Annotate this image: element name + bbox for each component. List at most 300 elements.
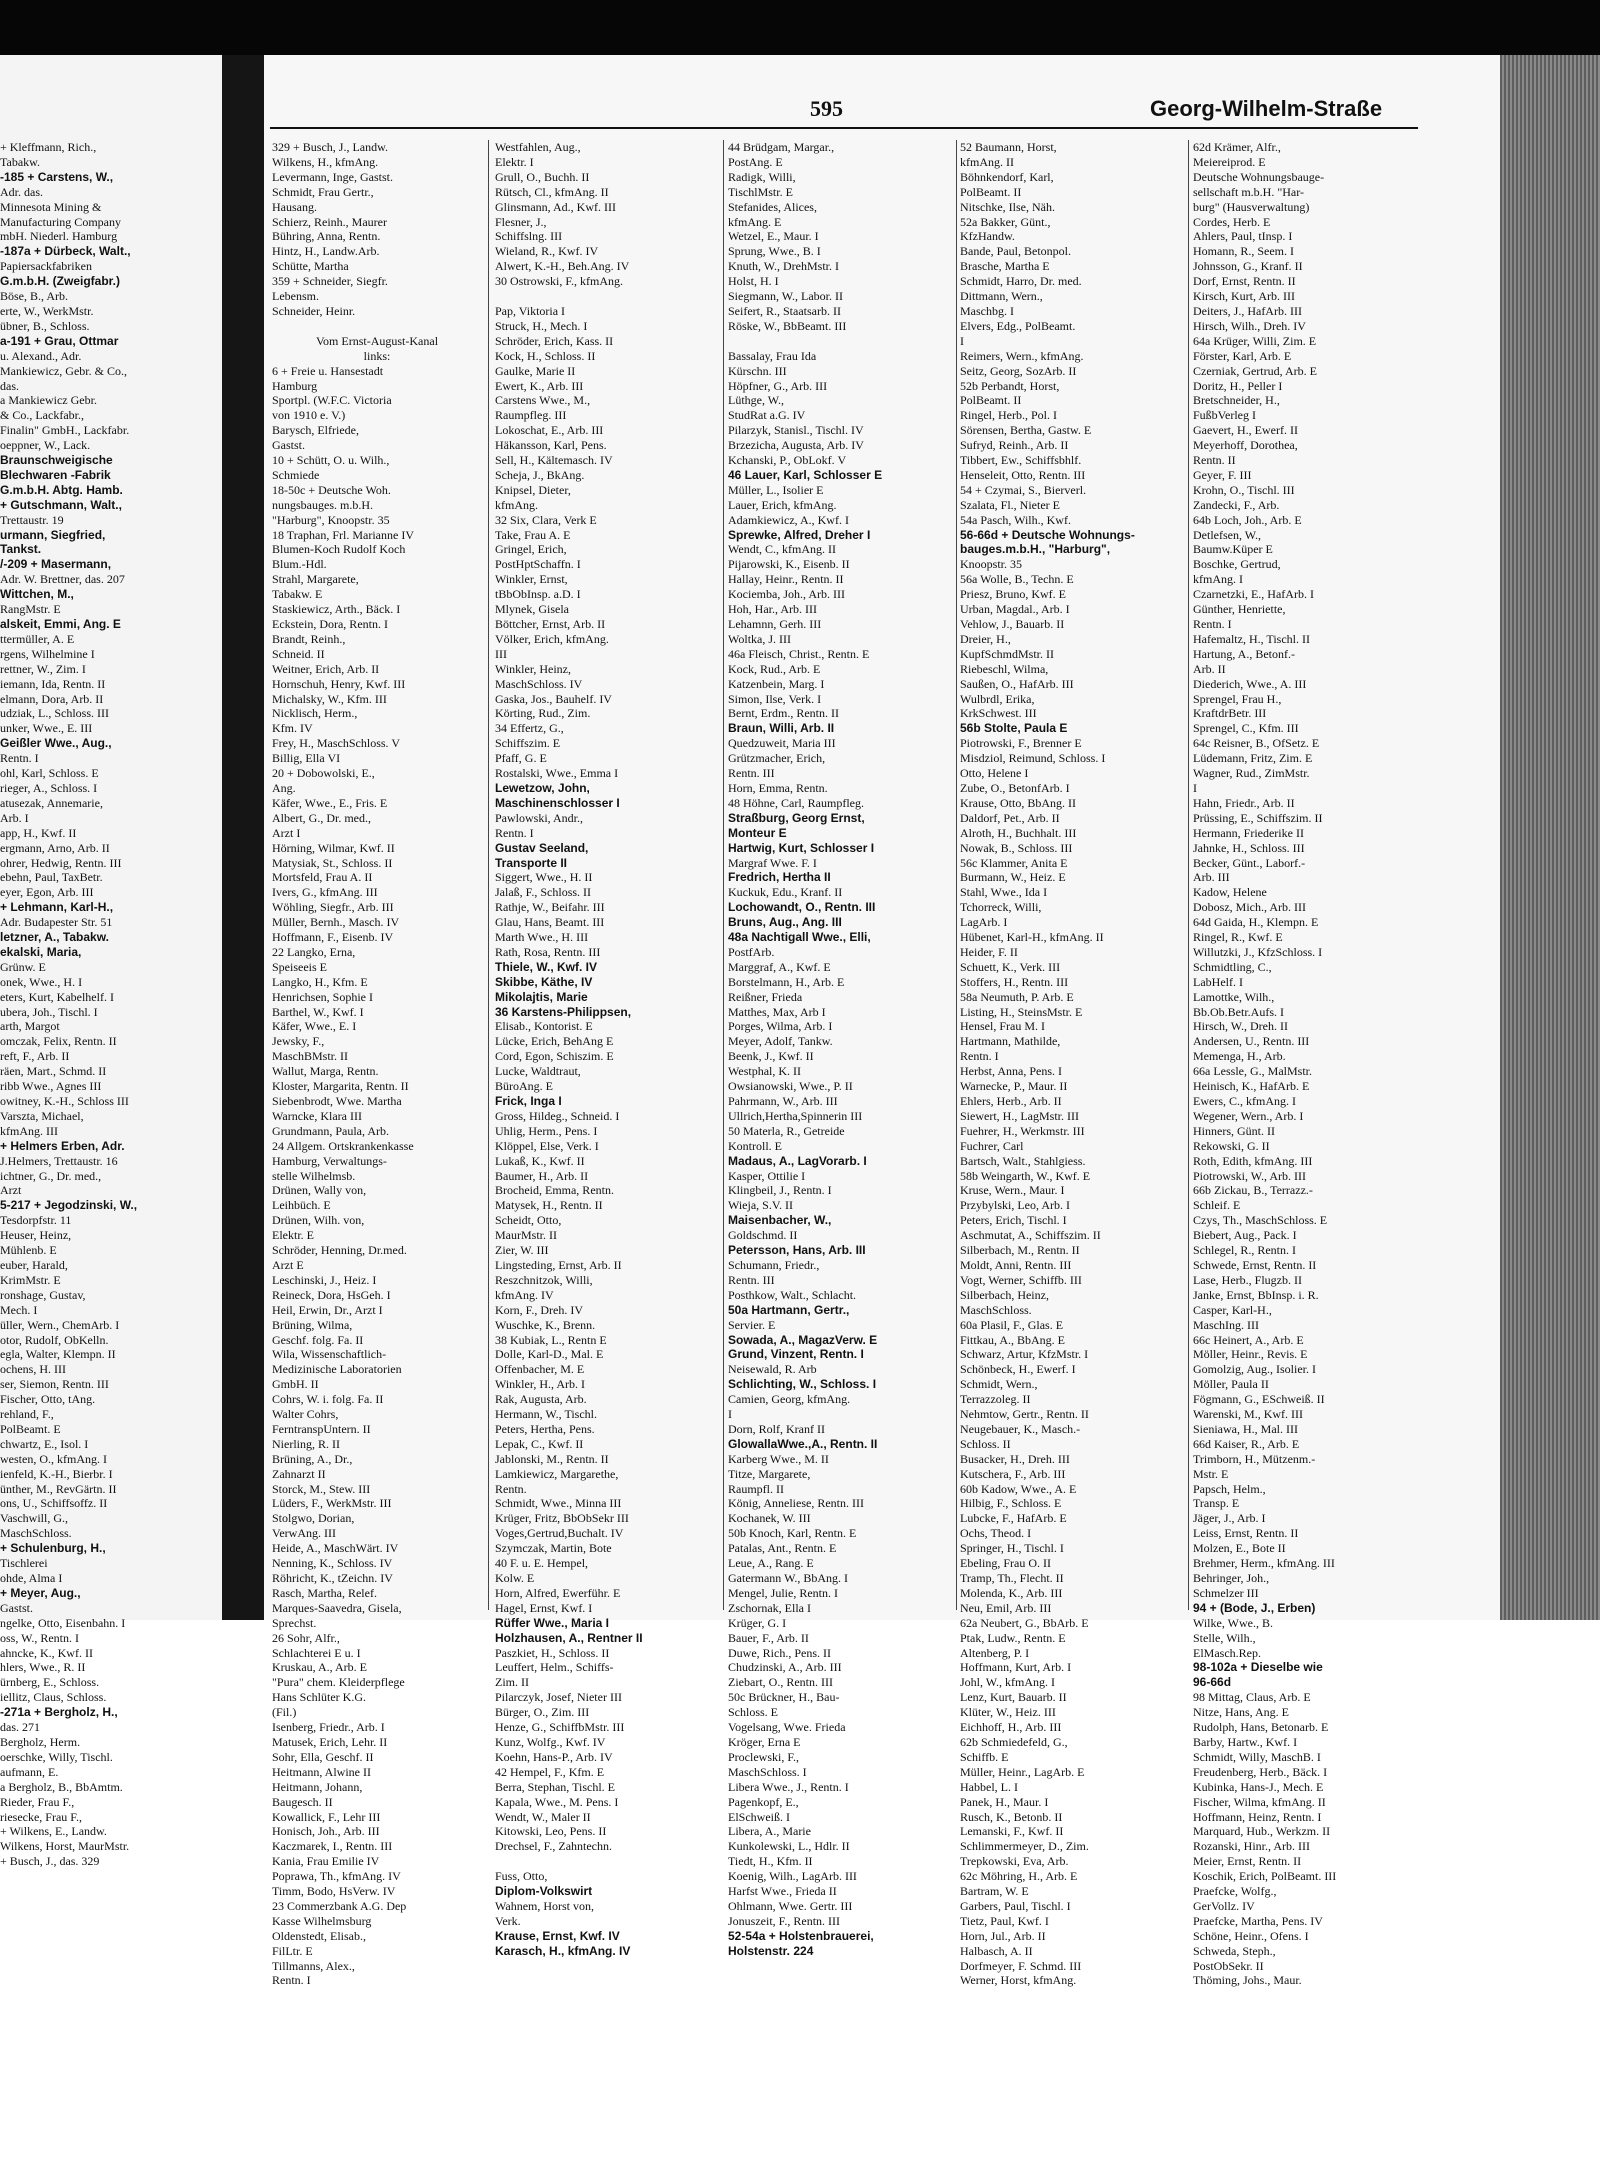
directory-entry-line: Meiereiprod. E (1193, 154, 1266, 169)
directory-entry-line: ser, Siemon, Rentn. III (0, 1377, 109, 1392)
directory-entry-line: Hirsch, W., Dreh. II (1193, 1019, 1288, 1034)
directory-entry-line: rettner, W., Zim. I (0, 661, 86, 676)
directory-entry-line: 98-102a + Dieselbe wie (1193, 1660, 1323, 1675)
directory-entry-line: Schönbeck, H., Ewerf. I (960, 1362, 1076, 1377)
directory-entry-line: Rentn. I (272, 1973, 311, 1988)
directory-entry-line: Lingsteding, Ernst, Arb. II (495, 1257, 622, 1272)
directory-entry-line: Krause, Ernst, Kwf. IV (495, 1928, 620, 1943)
directory-entry-line: Raumpfleg. III (495, 408, 567, 423)
directory-entry-line: Koenig, Wilh., LagArb. III (728, 1869, 857, 1884)
directory-entry-line: Carstens Wwe., M., (495, 393, 591, 408)
directory-entry-line: Rüffer Wwe., Maria I (495, 1615, 610, 1630)
directory-entry-line: Nitze, Hans, Ang. E (1193, 1705, 1289, 1720)
directory-entry-line: Sufryd, Reinh., Arb. II (960, 438, 1069, 453)
directory-entry-line: GmbH. II (272, 1377, 319, 1392)
directory-entry-line (495, 1854, 720, 1869)
directory-entry-line: Gastst. (272, 438, 305, 453)
directory-entry-line: Schmidt, Frau Gertr., (272, 184, 374, 199)
directory-entry-line: Pijarowski, K., Eisenb. II (728, 557, 850, 572)
directory-entry-line: Kürschn. III (728, 363, 787, 378)
directory-entry-line: ekalski, Maria, (0, 944, 82, 959)
directory-entry-line: Woltka, J. III (728, 631, 792, 646)
directory-entry-line: Kowallick, F., Lehr III (272, 1809, 381, 1824)
directory-entry-line: Fuss, Otto, (495, 1869, 548, 1884)
directory-entry-line: Riebeschl, Wilma, (960, 661, 1049, 676)
directory-entry-line: Ziebart, O., Rentn. III (728, 1675, 833, 1690)
directory-entry-line: Holzhausen, A., Rentner II (495, 1630, 643, 1645)
directory-entry-line: ElSchweiß. I (728, 1809, 790, 1824)
directory-entry-line: Marquard, Hub., Werkzm. II (1193, 1824, 1331, 1839)
directory-entry-line: PolBeamt. II (960, 184, 1022, 199)
directory-entry-line: Schmelzer III (1193, 1585, 1259, 1600)
directory-entry-line: Matthes, Max, Arb I (728, 1004, 826, 1019)
directory-entry-line: Pilarczyk, Josef, Nieter III (495, 1690, 622, 1705)
directory-entry-line: Bartram, W. E (960, 1884, 1029, 1899)
directory-entry-line: Libera Wwe., J., Rentn. I (728, 1779, 849, 1794)
directory-entry-line: Papiersackfabriken (0, 259, 92, 274)
directory-entry-line: + Kleffmann, Rich., (0, 140, 97, 154)
directory-entry-line: Ochs, Theod. I (960, 1526, 1032, 1541)
directory-entry-line: Tankst. (0, 542, 42, 557)
directory-entry-line: Ewers, C., kfmAng. I (1193, 1094, 1296, 1108)
directory-entry-line: Siegmann, W., Labor. II (728, 289, 843, 304)
directory-entry-line: Verk. (495, 1913, 521, 1928)
directory-entry-line: 18 Traphan, Frl. Marianne IV (272, 527, 414, 542)
directory-entry-line: Knuth, W., DrehMstr. I (728, 259, 839, 274)
directory-entry-line: Grund, Vinzent, Rentn. I (728, 1347, 864, 1362)
directory-entry-line: Silberbach, Heinz, (960, 1287, 1049, 1302)
directory-entry-line: Schierz, Reinh., Maurer (272, 214, 387, 229)
directory-entry-line: Detlefsen, W., (1193, 527, 1261, 542)
directory-entry-line: Wetzel, E., Maur. I (728, 229, 819, 244)
directory-entry-line: Tietz, Paul, Kwf. I (960, 1913, 1049, 1928)
directory-entry-line: Kolw. E (495, 1571, 535, 1585)
directory-entry-line: Tesdorpfstr. 11 (0, 1213, 72, 1228)
directory-entry-line: Ewert, K., Arb. III (495, 378, 584, 393)
directory-entry-line: Schumann, Friedr., (728, 1257, 820, 1272)
directory-entry-line: Beenk, J., Kwf. II (728, 1049, 814, 1064)
directory-entry-line: Heitmann, Alwine II (272, 1764, 371, 1779)
directory-entry-line: Schröder, Erich, Kass. II (495, 333, 614, 348)
directory-entry-line: Kaczmarek, I., Rentn. III (272, 1839, 393, 1854)
directory-entry-line: 46 Lauer, Karl, Schlosser E (728, 467, 883, 482)
directory-entry-line: Schmidt, Wwe., Minna III (495, 1496, 622, 1511)
directory-entry-line: Tabakw. E (272, 587, 323, 602)
directory-entry-line: oeppner, W., Lack. (0, 438, 91, 453)
directory-entry-line: + Meyer, Aug., (0, 1585, 81, 1600)
book-gutter (222, 55, 264, 1620)
directory-entry-line: Kirsch, Kurt, Arb. III (1193, 289, 1295, 304)
directory-entry-line: ubera, Joh., Tischl. I (0, 1004, 98, 1019)
directory-entry-line: Heuser, Heinz, (0, 1228, 72, 1243)
directory-entry-line: Pahrmann, W., Arb. III (728, 1094, 838, 1108)
directory-entry-line: Radigk, Willi, (728, 169, 796, 184)
directory-entry-line: Marggraf, A., Kwf. E (728, 959, 831, 974)
directory-entry-line: rieger, A., Schloss. I (0, 780, 98, 795)
directory-entry-line: Heil, Erwin, Dr., Arzt I (272, 1302, 383, 1317)
directory-entry-line: Wittchen, M., (0, 587, 74, 602)
directory-entry-line: Altenberg, P. I (960, 1645, 1030, 1660)
directory-entry-line: Adamkiewicz, A., Kwf. I (728, 512, 849, 527)
directory-entry-line: Albert, G., Dr. med., (272, 810, 371, 825)
directory-column-3 (728, 140, 953, 1958)
directory-entry-line: Barby, Hartw., Kwf. I (1193, 1734, 1298, 1749)
directory-entry-line: PolBeamt. II (960, 393, 1022, 408)
directory-entry-line: Poprawa, Th., kfmAng. IV (272, 1869, 401, 1884)
directory-entry-line: Henrichsen, Sophie I (272, 989, 373, 1004)
directory-entry-line: Reißner, Frieda (728, 989, 803, 1004)
directory-entry-line: Minnesota Mining & (0, 199, 102, 214)
directory-entry-line: das. 271 (0, 1720, 40, 1735)
directory-entry-line: Arzt (0, 1183, 22, 1198)
directory-entry-line: Dobosz, Mich., Arb. III (1193, 900, 1306, 915)
directory-entry-line: Winkler, H., Arb. I (495, 1377, 586, 1392)
directory-entry-line: Hirsch, Wilh., Dreh. IV (1193, 318, 1306, 333)
directory-entry-line: Hamburg, Verwaltungs- (272, 1153, 387, 1168)
directory-entry-line: Meier, Ernst, Rentn. II (1193, 1854, 1302, 1869)
directory-entry-line: Daldorf, Pet., Arb. II (960, 810, 1060, 825)
directory-entry-line: Fischer, Wilma, kfmAng. II (1193, 1794, 1326, 1809)
directory-entry-line: Drünen, Wally von, (272, 1183, 367, 1198)
directory-entry-line: Lokoschat, E., Arb. III (495, 423, 604, 438)
directory-entry-line: 56c Klammer, Anita E (960, 855, 1068, 870)
directory-column-4 (960, 140, 1185, 1988)
directory-entry-line: Ahlers, Paul, tInsp. I (1193, 229, 1293, 244)
directory-entry-line: Nierling, R. II (272, 1436, 340, 1451)
directory-entry-line: Peters, Hertha, Pens. (495, 1421, 595, 1436)
directory-entry-line: PostAng. E (728, 154, 783, 169)
page-number: 595 (810, 96, 843, 121)
directory-entry-line: 64d Gaida, H., Klempn. E (1193, 915, 1319, 930)
directory-entry-line: FerntranspUntern. II (272, 1421, 371, 1436)
directory-entry-line: Möller, Heinr., Revis. E (1193, 1347, 1308, 1362)
column-rule (1188, 140, 1189, 1610)
directory-entry-line: Stahl, Wwe., Ida I (960, 885, 1048, 900)
directory-entry-line: Meyer, Adolf, Tankw. (728, 1034, 833, 1049)
directory-entry-line: Kuckuk, Edu., Kranf. II (728, 885, 843, 900)
directory-entry-line: von 1910 e. V.) (272, 408, 346, 423)
directory-entry-line: Finalin" GmbH., Lackfabr. (0, 423, 130, 438)
directory-entry-line: Bassalay, Frau Ida (728, 348, 817, 363)
directory-entry-line: ürnberg, E., Schloss. (0, 1675, 100, 1690)
directory-entry-line: Wieja, S.V. II (728, 1198, 793, 1213)
directory-entry-line: Wulbrdl, Erika, (960, 691, 1035, 706)
directory-entry-line: Rentn. III (728, 766, 775, 781)
directory-entry-line: Warncke, Klara III (272, 1108, 362, 1123)
directory-entry-line: 24 Allgem. Ortskrankenkasse (272, 1138, 414, 1153)
directory-entry-line: Koschik, Erich, PolBeamt. III (1193, 1869, 1337, 1884)
directory-entry-line: 62b Schmiedefeld, G., (960, 1734, 1068, 1749)
running-head-street-name: Georg-Wilhelm-Straße (1150, 96, 1383, 121)
directory-entry-line: Take, Frau A. E (495, 527, 571, 542)
directory-entry-line: Otto, Helene I (960, 766, 1029, 781)
directory-entry-line: Gatermann W., BbAng. I (728, 1571, 848, 1585)
directory-entry-line: Hallay, Heinr., Rentn. II (728, 572, 844, 587)
directory-entry-line: Nicklisch, Herm., (272, 706, 358, 721)
directory-entry-line: Leue, A., Rang. E (728, 1556, 814, 1571)
directory-entry-line: Häkansson, Karl, Pens. (495, 438, 607, 453)
directory-entry-line: Brehmer, Herm., kfmAng. III (1193, 1556, 1335, 1571)
directory-entry-line: Habbel, L. I (960, 1779, 1018, 1794)
directory-entry-line: Pagenkopf, E., (728, 1794, 799, 1809)
directory-entry-line: Hahn, Friedr., Arb. II (1193, 795, 1295, 810)
directory-entry-line: mbH. Niederl. Hamburg (0, 229, 118, 244)
directory-entry-line: Struck, H., Mech. I (495, 318, 588, 333)
directory-entry-line: Jewsky, F., (272, 1034, 325, 1049)
directory-entry-line: Kloster, Margarita, Rentn. II (272, 1079, 409, 1094)
directory-entry-line: Aschmutat, A., Schiffszim. II (960, 1228, 1101, 1243)
directory-entry-line: Arzt I (272, 825, 301, 840)
directory-entry-line: Memenga, H., Arb. (1193, 1049, 1286, 1064)
directory-entry-line: Horn, Emma, Rentn. (728, 780, 828, 795)
directory-entry-line: Barthel, W., Kwf. I (272, 1004, 364, 1019)
directory-entry-line: Freudenberg, Herb., Bäck. I (1193, 1764, 1328, 1779)
directory-entry-line: ochens, H. III (0, 1362, 66, 1377)
directory-entry-line: Deutsche Wohnungsbauge- (1193, 169, 1325, 184)
directory-entry-line: Uhlig, Herm., Pens. I (495, 1123, 598, 1138)
directory-entry-line: ElMasch.Rep. (1193, 1645, 1261, 1660)
directory-entry-line: Ehlers, Herb., Arb. II (960, 1094, 1062, 1108)
directory-entry-line: Gross, Hildeg., Schneid. I (495, 1108, 620, 1123)
directory-entry-line: 62a Neubert, G., BbArb. E (960, 1615, 1089, 1630)
directory-entry-line: Böse, B., Arb. (0, 289, 69, 304)
directory-entry-line: Listing, H., SteinsMstr. E (960, 1004, 1083, 1019)
directory-entry-line: Lüdemann, Fritz, Zim. E (1193, 751, 1313, 766)
directory-entry-line: Ringel, Herb., Pol. I (960, 408, 1057, 423)
directory-entry-line: Quedzuweit, Maria III (728, 736, 836, 751)
directory-entry-line: 60a Plasil, F., Glas. E (960, 1317, 1064, 1332)
directory-entry-line: J.Helmers, Trettaustr. 16 (0, 1153, 118, 1168)
directory-entry-line: Hermann, Friederike II (1193, 825, 1304, 840)
directory-entry-line: Schwede, Ernst, Rentn. II (1193, 1257, 1317, 1272)
directory-entry-line: Rekowski, G. II (1193, 1138, 1270, 1153)
directory-entry-line: Mstr. E (1193, 1466, 1229, 1481)
directory-entry-line: Pilarzyk, Stanisl., Tischl. IV (728, 423, 864, 438)
directory-entry-line: KraftdrBetr. III (1193, 706, 1267, 721)
directory-entry-line: Hoffmann, F., Eisenb. IV (272, 930, 394, 945)
directory-entry-line: eters, Kurt, Kabelhelf. I (0, 989, 114, 1004)
directory-entry-line: Hensel, Frau M. I (960, 1019, 1045, 1034)
directory-entry-line: Hornschuh, Henry, Kwf. III (272, 676, 406, 691)
directory-entry-line: Leschinski, J., Heiz. I (272, 1272, 377, 1287)
directory-entry-line: Heide, A., MaschWärt. IV (272, 1541, 399, 1556)
directory-entry-line: Bruns, Aug., Ang. III (728, 915, 842, 930)
directory-entry-line: räen, Mart., Schmd. II (0, 1064, 107, 1079)
directory-entry-line: Homann, R., Seem. I (1193, 244, 1294, 259)
directory-entry-line: Fuchrer, Carl (960, 1138, 1024, 1153)
directory-entry-line: Zandecki, F., Arb. (1193, 497, 1280, 512)
column-rule (723, 140, 724, 1610)
directory-entry-line: Lepak, C., Kwf. II (495, 1436, 584, 1451)
directory-entry-line: Heinisch, K., HafArb. E (1193, 1079, 1310, 1094)
directory-entry-line: Schütte, Martha (272, 259, 349, 274)
directory-entry-line: Fischer, Otto, tAng. (0, 1392, 96, 1407)
directory-column-1 (272, 140, 482, 1988)
directory-entry-line: Wuschke, K., Brenn. (495, 1317, 596, 1332)
directory-entry-line: Wendt, W., Maler II (495, 1809, 591, 1824)
directory-entry-line: Dreier, H., (960, 631, 1011, 646)
directory-entry-line: Jäger, J., Arb. I (1193, 1511, 1266, 1526)
directory-entry-line: Sprung, Wwe., B. I (728, 244, 821, 259)
directory-entry-line: Chudzinski, A., Arb. III (728, 1660, 842, 1675)
directory-entry-line: 94 + (Bode, J., Erben) (1193, 1600, 1316, 1615)
directory-entry-line: 64a Krüger, Willi, Zim. E (1193, 333, 1317, 348)
directory-entry-line: 23 Commerzbank A.G. Dep (272, 1898, 407, 1913)
directory-entry-line: 6 + Freie u. Hansestadt (272, 363, 384, 378)
directory-entry-line: Mengel, Julie, Rentn. I (728, 1585, 838, 1600)
directory-entry-line: Baumer, H., Arb. II (495, 1168, 589, 1183)
directory-entry-line: Kapala, Wwe., M. Pens. I (495, 1794, 619, 1809)
directory-entry-line: Schneider, Heinr. (272, 303, 356, 318)
directory-entry-line: Langko, H., Kfm. E (272, 974, 368, 989)
directory-entry-line: Speiseeis E (272, 959, 327, 974)
directory-entry-line: übner, B., Schloss. (0, 318, 90, 333)
directory-entry-line: Petersson, Hans, Arb. III (728, 1243, 866, 1258)
directory-entry-line: Henseleit, Otto, Rentn. III (960, 467, 1086, 482)
directory-entry-line: Schloss. E (728, 1705, 779, 1720)
directory-entry-line: Ringel, R., Kwf. E (1193, 930, 1283, 945)
directory-entry-line: 26 Sohr, Alfr., (272, 1630, 340, 1645)
directory-entry-line: Knipsel, Dieter, (495, 482, 571, 497)
directory-entry-line: Schöne, Heinr., Ofens. I (1193, 1928, 1309, 1943)
directory-entry-line: ienfeld, K.-H., Bierbr. I (0, 1466, 113, 1481)
directory-entry-line: Arb. III (1193, 870, 1230, 885)
directory-entry-line: kfmAng. (495, 497, 538, 512)
directory-entry-line: 42 Hempel, F., Kfm. E (495, 1764, 605, 1779)
directory-entry-line: Biebert, Aug., Pack. I (1193, 1228, 1297, 1243)
directory-entry-line: Lukaß, K., Kwf. II (495, 1153, 585, 1168)
directory-entry-line: Hoffmann, Kurt, Arb. I (960, 1660, 1072, 1675)
directory-entry-line: PostHptSchaffn. I (495, 557, 581, 572)
directory-entry-line: Medizinische Laboratorien (272, 1362, 402, 1377)
directory-entry-line: 30 Ostrowski, F., kfmAng. (495, 274, 624, 289)
directory-entry-line: + Wilkens, E., Landw. (0, 1824, 107, 1839)
directory-entry-line: Czerniak, Gertrud, Arb. E (1193, 363, 1317, 378)
directory-entry-line: Hintz, H., Landw.Arb. (272, 244, 380, 259)
directory-entry-line: Seifert, R., Staatsarb. II (728, 303, 841, 318)
directory-entry-line: bauges.m.b.H., "Harburg", (960, 542, 1111, 557)
directory-entry-line: Titze, Margarete, (728, 1466, 811, 1481)
directory-entry-line: Matusek, Erich, Lehr. II (272, 1734, 388, 1749)
directory-entry-line: Przybylski, Leo, Arb. I (960, 1198, 1070, 1213)
directory-entry-line: kfmAng. E (728, 214, 782, 229)
directory-entry-line: Saußen, O., HafArb. III (960, 676, 1074, 691)
directory-entry-line: Springer, H., Tischl. I (960, 1541, 1064, 1556)
directory-entry-line: Meyerhoff, Dorothea, (1193, 438, 1298, 453)
directory-entry-line: Silberbach, M., Rentn. II (960, 1243, 1080, 1258)
directory-entry-line: urmann, Siegfried, (0, 527, 106, 542)
directory-entry-line: Holst, H. I (728, 274, 779, 289)
directory-entry-line: Nitschke, Ilse, Näh. (960, 199, 1055, 214)
directory-entry-line: Bürger, O., Zim. III (495, 1705, 590, 1720)
directory-entry-line: Transporte II (495, 855, 568, 870)
directory-entry-line: Fredrich, Hertha II (728, 870, 831, 885)
directory-entry-line: Pap, Viktoria I (495, 303, 566, 318)
directory-entry-line: Burmann, W., Heiz. E (960, 870, 1066, 885)
directory-entry-line: 64b Loch, Joh., Arb. E (1193, 512, 1302, 527)
directory-entry-line: + Schulenburg, H., (0, 1541, 106, 1556)
directory-entry-line: Glau, Hans, Beamt. III (495, 915, 605, 930)
book-top-edge (0, 0, 1600, 60)
directory-entry-line: Zschornak, Ella I (728, 1600, 811, 1615)
directory-entry-line: iemann, Ida, Rentn. II (0, 676, 106, 691)
directory-entry-line: Kociemba, Joh., Arb. III (728, 587, 845, 602)
directory-entry-line: oss, W., Rentn. I (0, 1630, 80, 1645)
directory-entry-line: Bb.Ob.Betr.Aufs. I (1193, 1004, 1284, 1019)
directory-entry-line: Schmidt, Harro, Dr. med. (960, 274, 1082, 289)
directory-entry-line: app, H., Kwf. II (0, 825, 77, 840)
directory-entry-line: Hagel, Ernst, Kwf. I (495, 1600, 593, 1615)
directory-entry-line: Frey, H., MaschSchloss. V (272, 736, 400, 751)
directory-entry-line: Peters, Erich, Tischl. I (960, 1213, 1067, 1228)
directory-entry-line: Kunz, Wolfg., Kwf. IV (495, 1734, 606, 1749)
directory-entry-line: 58a Neumuth, P. Arb. E (960, 989, 1074, 1004)
directory-entry-line: Braun, Willi, Arb. II (728, 721, 835, 736)
directory-entry-line: Voges,Gertrud,Buchalt. IV (495, 1526, 624, 1541)
directory-entry-line: Vom Ernst-August-Kanal (315, 333, 439, 348)
directory-entry-line: KrkSchwest. III (960, 706, 1037, 721)
directory-entry-line: Wegener, Wern., Arb. I (1193, 1108, 1304, 1123)
directory-entry-line: Schmidt, Willy, MaschB. I (1193, 1749, 1321, 1764)
directory-entry-line: udziak, L., Schloss. III (0, 706, 109, 721)
directory-entry-line: Owsianowski, Wwe., P. II (728, 1079, 853, 1094)
directory-entry-line: Czys, Th., MaschSchloss. E (1193, 1213, 1328, 1228)
directory-entry-line: 56b Stolte, Paula E (960, 721, 1068, 736)
directory-entry-line: Winkler, Ernst, (495, 572, 568, 587)
directory-entry-line: Grull, O., Buchh. II (495, 169, 590, 184)
directory-entry-line: Werner, Horst, kfmAng. (960, 1973, 1077, 1988)
directory-entry-line: Jonuszeit, F., Rentn. III (728, 1913, 841, 1928)
directory-entry-line: MaschSchloss. (960, 1302, 1032, 1317)
directory-entry-line: GerVollz. IV (1193, 1898, 1255, 1913)
directory-entry-line: Johl, W., kfmAng. I (960, 1675, 1056, 1690)
directory-entry-line: Lücke, Erich, BehAng E (495, 1034, 614, 1049)
directory-entry-line: Eichhoff, H., Arb. III (960, 1720, 1062, 1735)
directory-entry-line: 36 Karstens-Philippsen, (495, 1004, 632, 1019)
directory-entry-line: Grundmann, Paula, Arb. (272, 1123, 389, 1138)
directory-column-5 (1193, 140, 1415, 1988)
directory-entry-line: Andersen, U., Rentn. III (1193, 1034, 1310, 1049)
directory-entry-line: Staskiewicz, Arth., Bäck. I (272, 602, 401, 617)
directory-entry-line: Hans Schlüter K.G. (272, 1690, 366, 1705)
directory-entry-line: 20 + Dobowolski, E., (272, 766, 375, 781)
previous-page-column (0, 140, 220, 1869)
directory-entry-line: 38 Kubiak, L., Rentn E (495, 1332, 607, 1347)
directory-entry-line: Schröder, Henning, Dr.med. (272, 1243, 407, 1258)
directory-entry-line: Sell, H., Kältemasch. IV (495, 453, 613, 468)
directory-entry-line: Lase, Herb., Flugzb. II (1193, 1272, 1302, 1287)
directory-entry-line: Fuehrer, H., Werkmstr. III (960, 1123, 1085, 1138)
directory-entry-line: Deiters, J., HafArb. III (1193, 303, 1302, 318)
directory-entry-line: Praefcke, Martha, Pens. IV (1193, 1913, 1323, 1928)
directory-entry-line: KrimMstr. E (0, 1272, 61, 1287)
directory-entry-line: Grützmacher, Erich, (728, 751, 826, 766)
directory-entry-line: eyer, Egon, Arb. III (0, 885, 94, 900)
directory-entry-line: Becker, Günt., Laborf.- (1193, 855, 1306, 870)
directory-entry-line: Walter Cohrs, (272, 1407, 339, 1422)
directory-entry-line: Schneid. II (272, 646, 325, 661)
directory-entry-line: Patalas, Ant., Rentn. E (728, 1541, 837, 1556)
directory-entry-line: Hartung, A., Betonf.- (1193, 646, 1295, 661)
directory-entry-line: Ivers, G., kfmAng. III (272, 885, 378, 900)
directory-entry-line: Gomolzig, Aug., Isolier. I (1193, 1362, 1316, 1377)
directory-entry-line: omczak, Felix, Rentn. II (0, 1034, 117, 1049)
directory-entry-line: Cord, Egon, Schiszim. E (495, 1049, 614, 1064)
directory-entry-line: Leuffert, Helm., Schiffs- (495, 1660, 614, 1675)
directory-entry-line: 58b Weingarth, W., Kwf. E (960, 1168, 1091, 1183)
directory-entry-line: Ohlmann, Wwe. Gertr. III (728, 1898, 853, 1913)
directory-entry-line: Rath, Rosa, Rentn. III (495, 944, 601, 959)
